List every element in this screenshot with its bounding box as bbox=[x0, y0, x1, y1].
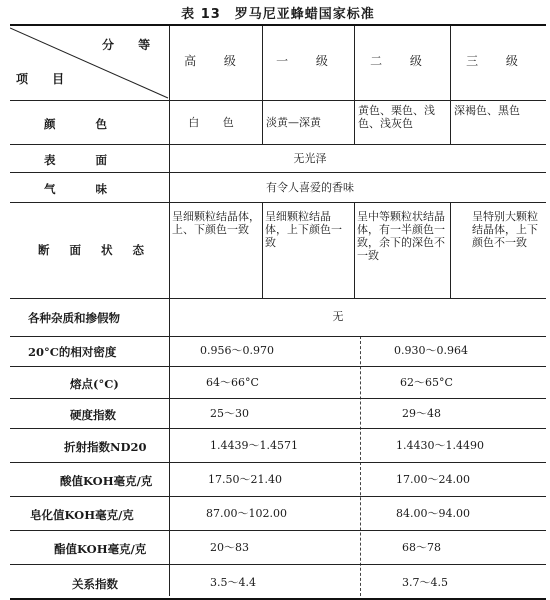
row-divider bbox=[10, 172, 546, 173]
ester-low: 68～78 bbox=[402, 541, 441, 554]
row-divider bbox=[10, 496, 546, 497]
col-divider-2b bbox=[354, 202, 355, 298]
page-title bbox=[0, 3, 550, 22]
refraction-high: 1.4439～1.4571 bbox=[210, 439, 298, 452]
ratio-high: 3.5～4.4 bbox=[210, 576, 256, 589]
row-label-surface: 表 面 bbox=[44, 153, 126, 167]
fracture-second: 呈中等颗粒状结晶体，有一半颜色一致，余下的深色不一致 bbox=[357, 210, 445, 262]
saponification-high: 87.00～102.00 bbox=[206, 507, 287, 520]
row-divider bbox=[10, 202, 546, 203]
saponification-low: 84.00～94.00 bbox=[396, 507, 470, 520]
grade-header-superior: 高 级 bbox=[184, 54, 248, 68]
acid-high: 17.50～21.40 bbox=[208, 473, 282, 486]
ester-high: 20～83 bbox=[210, 541, 249, 554]
surface-value: 无光泽 bbox=[293, 152, 327, 165]
col-divider-mid bbox=[360, 336, 361, 596]
fracture-third: 呈特别大颗粒结晶体，上下颜色不一致 bbox=[472, 210, 538, 249]
row-label-hardness: 硬度指数 bbox=[70, 408, 116, 422]
fracture-first: 呈细颗粒结晶体，上下颜色一致 bbox=[265, 210, 342, 249]
table-number: 表 13 bbox=[181, 7, 221, 22]
row-divider bbox=[10, 428, 546, 429]
grade-header-first: 一 级 bbox=[276, 54, 340, 68]
row-label-impurities: 各种杂质和掺假物 bbox=[28, 311, 120, 325]
row-label-ester: 酯值KOH毫克/克 bbox=[54, 542, 147, 556]
row-divider bbox=[10, 366, 546, 367]
col-divider-3b bbox=[450, 202, 451, 298]
row-divider bbox=[10, 530, 546, 531]
grade-header-second: 二 级 bbox=[370, 54, 434, 68]
melting-high: 64～66°C bbox=[206, 376, 259, 389]
row-label-acid: 酸值KOH毫克/克 bbox=[60, 474, 153, 488]
color-third: 深褐色、黑色 bbox=[454, 104, 520, 117]
row-divider bbox=[10, 298, 546, 299]
row-label-smell: 气 味 bbox=[44, 182, 126, 196]
row-divider bbox=[10, 564, 546, 565]
header-grade-label: 分 等 bbox=[102, 38, 161, 52]
acid-low: 17.00～24.00 bbox=[396, 473, 470, 486]
standards-table bbox=[10, 24, 546, 600]
table-title: 罗马尼亚蜂蜡国家标准 bbox=[234, 7, 375, 22]
hardness-low: 29～48 bbox=[402, 407, 441, 420]
row-label-saponification: 皂化值KOH毫克/克 bbox=[30, 508, 134, 522]
col-divider-1b bbox=[262, 202, 263, 298]
melting-low: 62～65°C bbox=[400, 376, 453, 389]
fracture-superior: 呈细颗粒结晶体，上、下颜色一致 bbox=[172, 210, 260, 236]
table-header bbox=[10, 26, 546, 101]
row-divider bbox=[10, 398, 546, 399]
ratio-low: 3.7～4.5 bbox=[402, 576, 448, 589]
refraction-low: 1.4430～1.4490 bbox=[396, 439, 484, 452]
hardness-high: 25～30 bbox=[210, 407, 249, 420]
row-label-ratio: 关系指数 bbox=[72, 577, 118, 591]
color-second: 黄色、栗色、浅色、浅灰色 bbox=[358, 104, 435, 130]
density-low: 0.930～0.964 bbox=[394, 344, 468, 357]
row-label-refraction: 折射指数ND20 bbox=[64, 440, 147, 454]
col-divider-1 bbox=[262, 26, 263, 144]
header-item-label: 项 目 bbox=[16, 72, 75, 86]
col-divider-3 bbox=[450, 26, 451, 144]
impurities-value: 无 bbox=[332, 310, 344, 323]
row-divider bbox=[10, 144, 546, 145]
row-divider bbox=[10, 336, 546, 337]
row-label-melting: 熔点(°C) bbox=[70, 377, 119, 391]
row-label-color: 颜 色 bbox=[44, 117, 126, 131]
density-high: 0.956～0.970 bbox=[200, 344, 274, 357]
col-divider-2 bbox=[354, 26, 355, 144]
row-label-fracture: 断 面 状 态 bbox=[38, 243, 153, 257]
color-superior: 白 色 bbox=[188, 116, 244, 129]
row-divider bbox=[10, 462, 546, 463]
color-first: 淡黄—深黄 bbox=[266, 116, 321, 129]
row-label-density: 20°C的相对密度 bbox=[28, 345, 117, 359]
grade-header-third: 三 级 bbox=[466, 54, 530, 68]
smell-value: 有令人喜爱的香味 bbox=[266, 181, 354, 194]
